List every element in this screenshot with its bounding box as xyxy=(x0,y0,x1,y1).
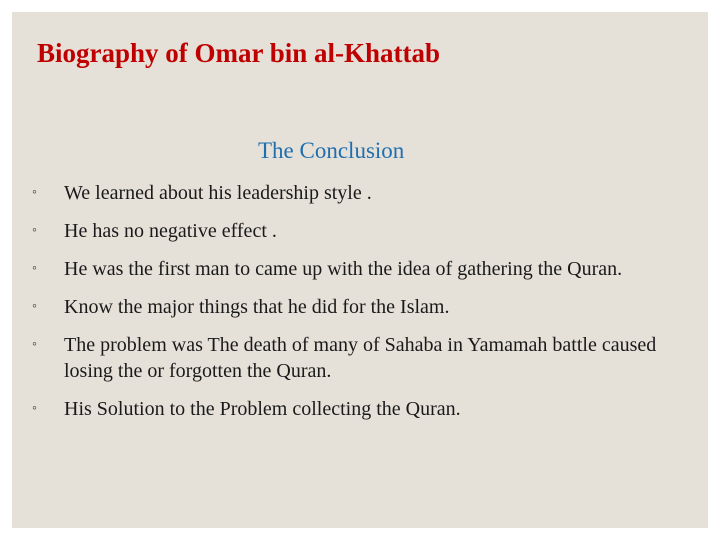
bullet-text: His Solution to the Problem collecting the Quran. xyxy=(64,398,461,420)
bullet-marker-icon: ◦ xyxy=(32,337,37,352)
bullet-text: He was the first man to came up with the idea of gathering the Quran. xyxy=(64,258,623,280)
bullet-text: We learned about his leadership style . xyxy=(64,182,372,204)
bullet-list xyxy=(32,180,692,434)
bullet-item xyxy=(32,256,692,282)
bullet-item xyxy=(32,332,692,384)
bullet-item xyxy=(32,218,692,244)
bullet-marker-icon: ◦ xyxy=(32,299,37,314)
bullet-text: Know the major things that he did for the Islam. xyxy=(64,296,450,318)
slide xyxy=(12,12,708,528)
bullet-marker-icon: ◦ xyxy=(32,261,37,276)
bullet-text: He has no negative effect . xyxy=(64,220,277,242)
bullet-item xyxy=(32,180,692,206)
bullet-item xyxy=(32,294,692,320)
bullet-marker-icon: ◦ xyxy=(32,185,37,200)
slide-subtitle: The Conclusion xyxy=(258,138,405,163)
slide-title: Biography of Omar bin al-Khattab xyxy=(37,38,441,68)
bullet-text: The problem was The death of many of Sahaba in Yamamah battle caused losing the or forgotten the Quran. xyxy=(64,334,657,382)
bullet-marker-icon: ◦ xyxy=(32,223,37,238)
bullet-marker-icon: ◦ xyxy=(32,401,37,416)
bullet-item xyxy=(32,396,692,422)
